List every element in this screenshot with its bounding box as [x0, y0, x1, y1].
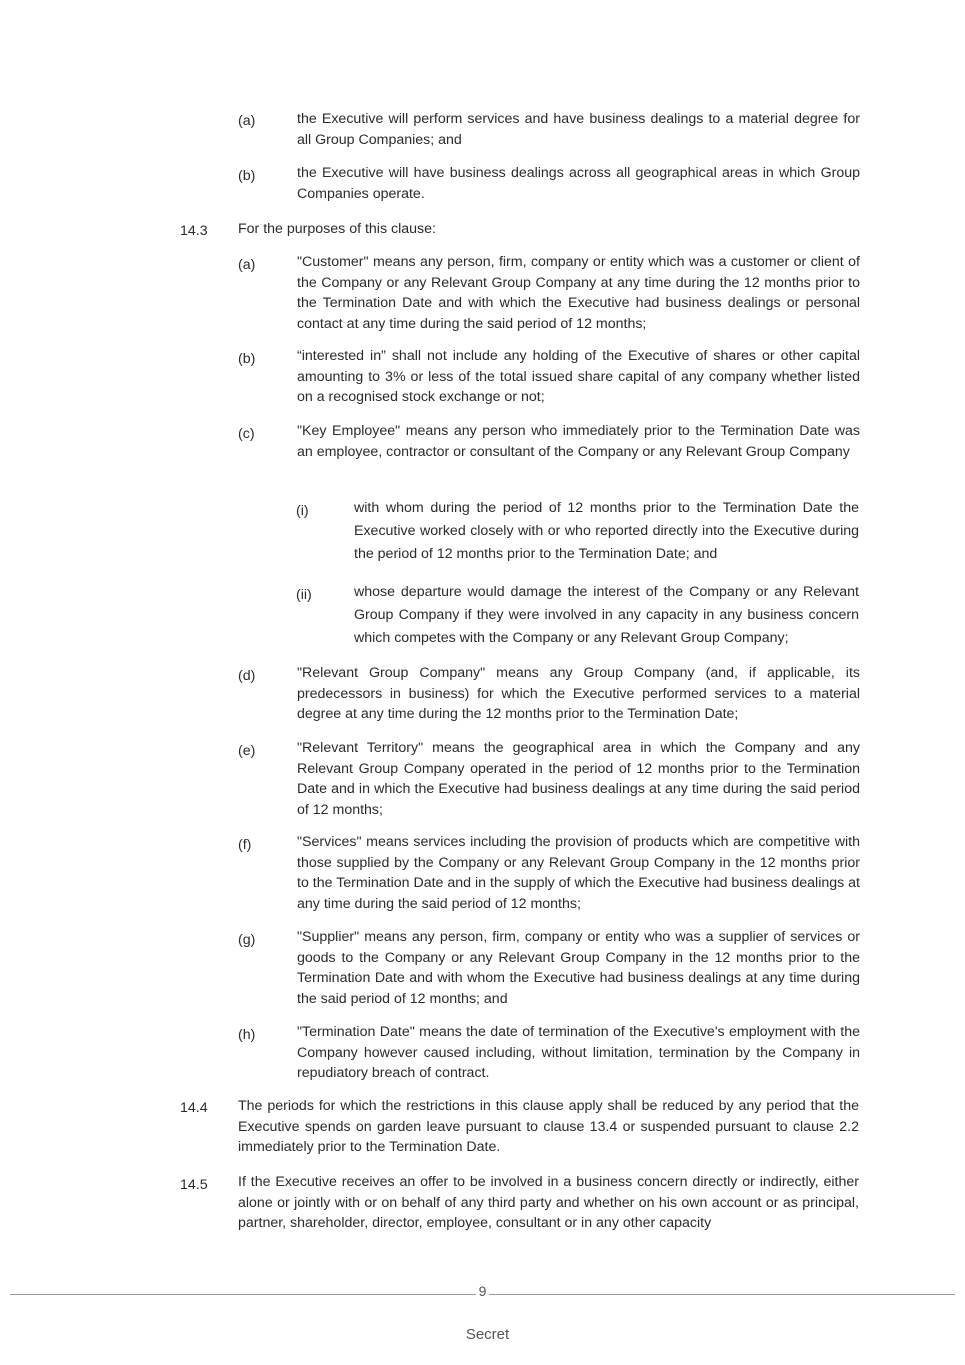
definition-relevant-group-company: "Relevant Group Company" means any Group Company (and, if applicable, its predecessors in business) for which the Executive performed services to a material degree at any time during the 12 months prior to the Termination Date;	[297, 665, 860, 722]
clause-text: the Executive will have business dealings across all geographical areas in which Group Companies operate.	[297, 165, 860, 202]
definition-interested-in: “interested in” shall not include any holding of the Executive of shares or other capital amounting to 3% or less of the total issued share capital of any company whether listed on a recognised stock exchange or not;	[297, 348, 860, 405]
subclause-label: (ii)	[296, 587, 312, 603]
clause-number: 14.3	[180, 223, 208, 239]
clause-text: the Executive will perform services and have business dealings to a material degree for all Group Companies; and	[297, 111, 860, 148]
subclause-text: whose departure would damage the interest of the Company or any Relevant Group Company if they were involved in any capacity in any business concern which competes with the Company or any Relevant Group Company;	[354, 584, 859, 646]
definition-relevant-territory: "Relevant Territory" means the geographical area in which the Company and any Relevant Group Company operated in the period of 12 months prior to the Termination Date and in which the Executive had business dealings at any time during the said period of 12 months;	[297, 740, 860, 818]
definition-customer: "Customer" means any person, firm, company or entity which was a customer or client of the Company or any Relevant Group Company at any time during the 12 months prior to the Termination Date and with which the Executive had business dealings or personal contact at any time during the said period of 12 months;	[297, 254, 860, 332]
clause-label: (d)	[238, 668, 256, 684]
clause-label: (g)	[238, 932, 256, 948]
clause-number: 14.4	[180, 1100, 208, 1116]
definition-supplier: "Supplier" means any person, firm, company or entity who was a supplier of services or goods to the Company or any Relevant Group Company in the 12 months prior to the Termination Date and with whom the Executive had business dealings at any time during the said period of 12 months; and	[297, 929, 860, 1007]
definition-services: "Services" means services including the provision of products which are competitive with those supplied by the Company or any Relevant Group Company in the 12 months prior to the Termination Date and in the supply of which the Executive had business dealings at any time during the said period of 12 months;	[297, 834, 860, 912]
definition-key-employee: "Key Employee" means any person who immediately prior to the Termination Date was an employee, contractor or consultant of the Company or any Relevant Group Company	[297, 423, 860, 460]
page-number-text: 9	[476, 1283, 490, 1299]
clause-number: 14.5	[180, 1177, 208, 1193]
definition-termination-date: "Termination Date" means the date of termination of the Executive's employment with the Company however caused including, without limitation, termination by the Company in repudiatory breach of contract.	[297, 1024, 860, 1081]
clause-label: (a)	[238, 113, 256, 129]
clause-text: The periods for which the restrictions in this clause apply shall be reduced by any period that the Executive spends on garden leave pursuant to clause 13.4 or suspended pursuant to clause 2.2 immediately prior to the Termination Date.	[238, 1098, 859, 1155]
clause-label: (c)	[238, 426, 255, 442]
classification-label: Secret	[465, 1326, 510, 1343]
page-number	[0, 1283, 965, 1299]
clause-label: (f)	[238, 837, 252, 853]
clause-label: (h)	[238, 1027, 256, 1043]
subclause-text: with whom during the period of 12 months prior to the Termination Date the Executive worked closely with or who reported directly into the Executive during the period of 12 months prior to the Termination Date; and	[354, 500, 859, 562]
clause-label: (a)	[238, 257, 256, 273]
clause-text: If the Executive receives an offer to be involved in a business concern directly or indirectly, either alone or jointly with or on behalf of any third party and whether on his own account or as principal, partner, shareholder, director, employee, consultant or in any other capacity	[238, 1174, 859, 1231]
clause-label: (b)	[238, 168, 256, 184]
clause-label: (e)	[238, 743, 256, 759]
subclause-label: (i)	[296, 503, 309, 519]
clause-text: For the purposes of this clause:	[238, 221, 436, 237]
clause-label: (b)	[238, 351, 256, 367]
